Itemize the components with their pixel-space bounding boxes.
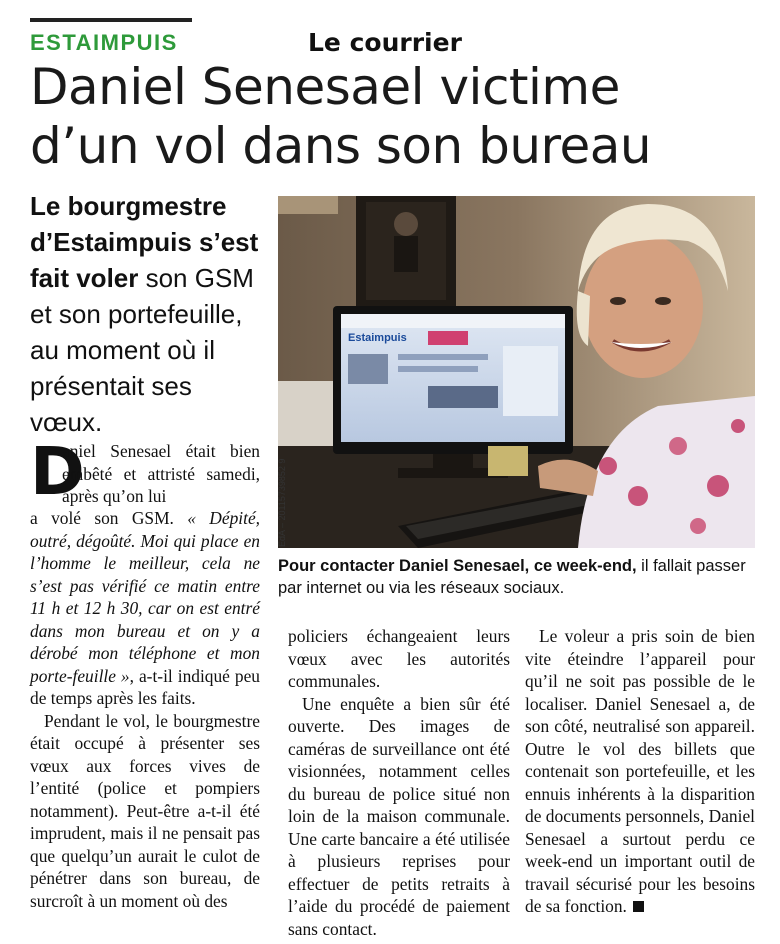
article-column-1 [30, 507, 260, 912]
end-mark [633, 901, 644, 912]
lead-bold: Le bourgmestre d’Estaimpuis s’est fait voler [30, 191, 259, 293]
article-column-2 [288, 625, 510, 940]
section-label: ESTAIMPUIS [30, 30, 178, 55]
headline-line-2: d’un vol dans son bureau [30, 117, 652, 175]
caption-bold: Pour contacter Daniel Senesael, ce week-end, [278, 557, 637, 575]
drop-cap: D [30, 433, 85, 510]
article-intro-paragraph [30, 507, 260, 710]
article-column-3 [525, 625, 755, 918]
article-paragraph-3: Une enquête a bien sûr été ouverte. Des images de caméras de surveillance ont été visionnées, notamment celles du bureau de police situé non loin de la maison communale. Une carte bancaire a été utilisée à plusieurs reprises pour effectuer de petits retraits à l’aide du procédé de paiement sans contact. [288, 693, 510, 939]
photo-caption [278, 555, 758, 599]
top-rule [30, 18, 192, 22]
photo-illustration [278, 196, 755, 548]
article-intro-top: aniel Senesael était bien embêté et attristé samedi, après qu’on lui [62, 441, 260, 506]
article-quote: « Dépité, outré, dégoûté. Moi qui place en l’homme le meilleur, cela ne s’est pas vérifié ce matin entre 11 h et 12 h 30, car on est entré dans mon bureau et on y a dérobé mon téléphone et mon porte-feuille » [30, 508, 261, 686]
article-paragraph-4-text: Le voleur a pris soin de bien vite éteindre l’appareil pour qu’il ne soit pas possible de le localiser. Daniel Senesael a, de son côté, neutralisé son appareil. Outre le vol des billets que contenait son portefeuille, et les ennuis inhérents à la disparition de documents personnels, Daniel Senesael a surtout perdu ce week-end un important outil de travail sécurisé pour les besoins de sa fonction. [525, 626, 755, 916]
caption-rest: il fallait passer par internet ou via les réseaux sociaux. [278, 557, 746, 597]
article-paragraph-2: Pendant le vol, le bourgmestre était occupé à présenter ses vœux aux forces vives de l’entité (police et pompiers notamment). Peut-être a-t-il été imprudent, mais il ne pensait pas que quelqu’un aurait le culot de pénétrer dans son bureau, de surcroît à un moment où des [30, 710, 260, 911]
article-paragraph-4 [525, 625, 755, 918]
photo-credit-text: EdA – 20115739852 9 [277, 458, 287, 547]
lead-rest: son GSM et son portefeuille, au moment où il présentait ses vœux. [30, 263, 254, 437]
article-paragraph-2-continued: policiers échangeaient leurs vœux avec les autorités communales. [288, 626, 510, 691]
photo-credit [276, 410, 288, 550]
photo [278, 196, 755, 548]
headline-line-1: Daniel Senesael victime [30, 58, 620, 116]
screen-text: Estaimpuis [348, 332, 407, 344]
lead-paragraph [30, 188, 270, 440]
headline [30, 58, 770, 176]
article-after-quote: , a-t-il indiqué peu de temps après les faits. [30, 665, 260, 708]
source-label: Le courrier [308, 28, 462, 57]
article-intro-bottom: a volé son GSM. [30, 508, 174, 528]
